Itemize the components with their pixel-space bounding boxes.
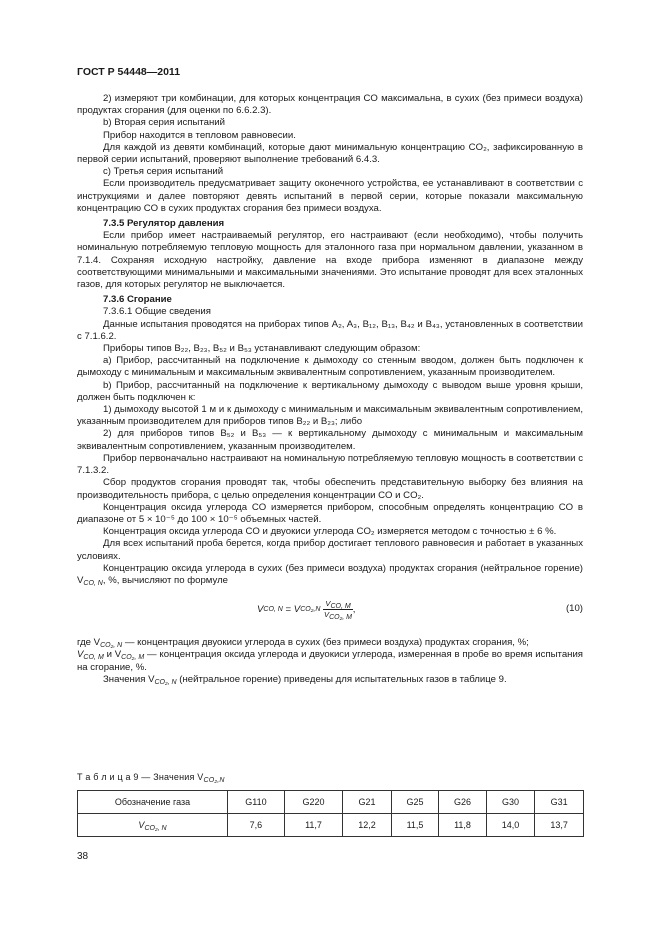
formula-10 — [77, 595, 583, 631]
table-header-cell: G110 — [228, 791, 285, 814]
paragraph: c) Третья серия испытаний — [103, 166, 224, 178]
table-row-label: $V_{CO_2, N}$ — [78, 814, 228, 837]
paragraph: Значения $V_{CO_2, N}$ (нейтральное горение) приведены для испытательных газов в таблице 9. — [103, 673, 507, 686]
section-heading: 7.3.6 Сгорание — [103, 294, 172, 306]
table-header-cell: G26 — [439, 791, 486, 814]
table-header-cell: G220 — [284, 791, 342, 814]
paragraph: Если производитель предусматривает защиту оконечного устройства, ее устанавливают в соответствии с инструкциями и далее повторяют девять испытаний в первой серии, которые показали максимальную концентрацию CO в сухих продуктах сгорания без примеси воздуха. — [77, 178, 583, 214]
co2-values-table — [77, 790, 584, 837]
paragraph: где $V_{CO_2, N}$ — концентрация двуокиси углерода в сухих (без примеси воздуха) продуктах сгорания, %; — [77, 637, 529, 650]
table-header-cell: G30 — [486, 791, 535, 814]
paragraph: Концентрация оксида углерода CO и двуокиси углерода CO₂ измеряется методом с точностью ± 6 %. — [103, 526, 557, 538]
table-header-cell: G25 — [391, 791, 438, 814]
equation-number: (10) — [565, 603, 583, 615]
table-cell: 7,6 — [228, 814, 285, 837]
table-cell: 12,2 — [343, 814, 392, 837]
paragraph: $V_{CO, M}$ и $V_{CO_2, M}$ — концентрация оксида углерода и двуокиси углерода, измеренная в пробе во время испытания на сгорание, %. — [77, 649, 584, 673]
paragraph: Сбор продуктов сгорания проводят так, чтобы обеспечить представительную выборку без влияния на производительность прибора, с целью определения концентрации CO и CO₂. — [77, 477, 583, 501]
section-heading: 7.3.5 Регулятор давления — [103, 218, 225, 230]
table-row — [78, 814, 584, 837]
page-number: 38 — [77, 851, 89, 862]
paragraph: Приборы типов B₂₂, B₂₃, B₅₂ и B₅₃ устанавливают следующим образом: — [103, 343, 421, 355]
paragraph: 2) для приборов типов B₅₂ и B₅₃ — к вертикальному дымоходу с минимальным и максимальным эквивалентным сопротивлением, указанным производителем. — [77, 428, 583, 452]
paragraph: b) Вторая серия испытаний — [103, 117, 226, 129]
table-cell: 14,0 — [486, 814, 535, 837]
paragraph: Для каждой из девяти комбинаций, которые дают минимальную концентрацию CO₂, зафиксированную в первой серии испытаний, проверяют выполнение требований 6.4.3. — [77, 141, 583, 166]
table-cell: 11,5 — [391, 814, 438, 837]
document-body — [77, 93, 583, 686]
document-header: ГОСТ Р 54448—2011 — [77, 66, 181, 78]
paragraph: 2) измеряют три комбинации, для которых концентрация CO максимальна, в сухих (без примеси воздуха) продуктах сгорания (для оценки по 6.6.2.3). — [77, 93, 583, 117]
table-header-cell: Обозначение газа — [78, 791, 228, 814]
table-row — [78, 791, 584, 814]
paragraph: Концентрация оксида углерода CO измеряется прибором, способным определять концентрацию CO в диапазоне от 5 × 10⁻⁵ до 100 × 10⁻⁵ объемных частей. — [77, 501, 583, 525]
table-header-cell: G31 — [535, 791, 584, 814]
paragraph: 1) дымоходу высотой 1 м и к дымоходу с минимальным и максимальным эквивалентным сопротивлением, указанным производителем для приборов типов B₂₂ и B₂₃; либо — [77, 404, 583, 428]
subsection-heading: 7.3.6.1 Общие сведения — [103, 306, 211, 318]
paragraph: Если прибор имеет настраиваемый регулятор, его настраивают (если необходимо), чтобы получить номинальную потребляемую тепловую мощность для эталонного газа при нормальном давлении, указанном в 7.1.4. Сохраняя исходную настройку, давление на входе прибора изменяют в диапазоне между соответствующими минимальными и максимальными значениями. Это испытание проводят для всех эталонных газов, для которых регулятор не выключается. — [77, 230, 583, 291]
paragraph: Для всех испытаний проба берется, когда прибор достигает теплового равновесия и работает в указанных условиях. — [77, 538, 583, 562]
table-header-cell: G21 — [343, 791, 392, 814]
table-cell: 11,8 — [439, 814, 486, 837]
formula-fraction: $\frac{V_{CO, M}}{V_{CO_2, M}}$ — [324, 599, 353, 622]
paragraph: Концентрацию оксида углерода в сухих (без примеси воздуха) продуктах сгорания (нейтральное горение) $V_{CO, N}$, %, вычисляют по формуле — [77, 562, 583, 587]
table-cell: 11,7 — [284, 814, 342, 837]
paragraph: Прибор первоначально настраивают на номинальную потребляемую тепловую мощность в соответствии с 7.1.3.2. — [77, 452, 583, 477]
paragraph: a) Прибор, рассчитанный на подключение к дымоходу со стенным вводом, должен быть подключен к дымоходу с минимальным и максимальным эквивалентным сопротивлением, указанным производителем. — [77, 355, 583, 379]
table-cell: 13,7 — [535, 814, 584, 837]
paragraph: Данные испытания проводятся на приборах типов A₂, A₃, B₁₂, B₁₃, B₄₂ и B₄₃, установленных в соответствии с 7.1.6.2. — [77, 318, 583, 342]
table-caption: Т а б л и ц а 9 — Значения $V_{CO_2,N}$ — [77, 772, 225, 784]
paragraph: b) Прибор, рассчитанный на подключение к вертикальному дымоходу с выводом выше уровня крыши, должен быть подключен к: — [77, 379, 583, 403]
paragraph: Прибор находится в тепловом равновесии. — [103, 129, 296, 141]
formula-expression: V CO, N = V CO₂,N $\frac{V_{CO, M}}{V_{CO_2, M}}$ , — [257, 599, 356, 622]
